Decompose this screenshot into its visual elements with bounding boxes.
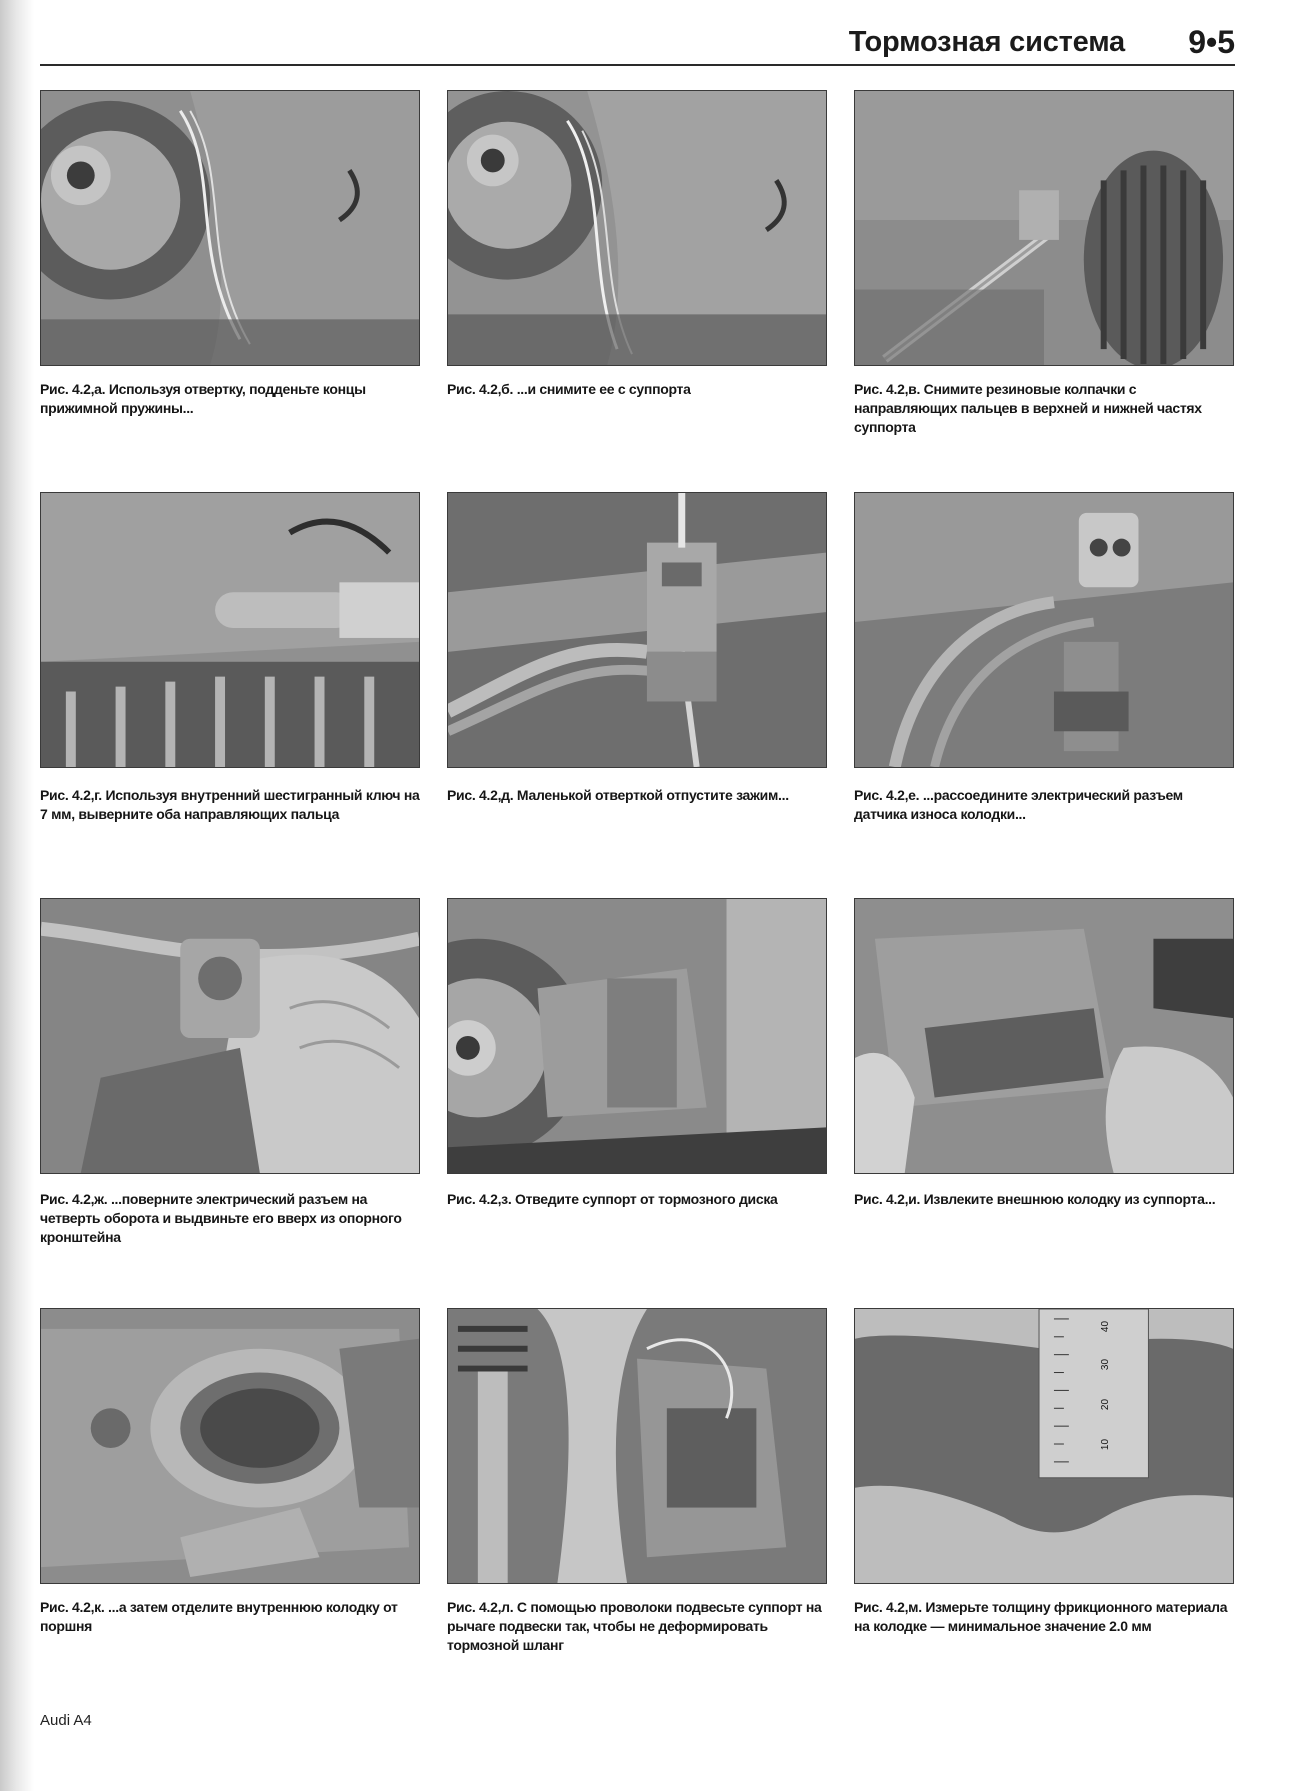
- photo-b: [447, 90, 827, 366]
- caption-e: Рис. 4.2,д. Маленькой отверткой отпустите зажим...: [447, 787, 789, 803]
- ruler-labels: [1100, 1317, 1140, 1477]
- photo-d: [40, 492, 420, 768]
- caption-d: Рис. 4.2,г. Используя внутренний шестигранный ключ на 7 мм, выверните оба направляющих пальца: [40, 787, 420, 822]
- photo-a: [40, 90, 420, 366]
- photo-k: [40, 1308, 420, 1584]
- ruler-mark-10: 10: [1100, 1438, 1112, 1451]
- ruler-mark-30: 30: [1100, 1358, 1112, 1371]
- photo-l: [447, 1308, 827, 1584]
- header-rule: [40, 64, 1235, 66]
- photo-e: [447, 492, 827, 768]
- photo-i: [854, 898, 1234, 1174]
- caption-f: Рис. 4.2,е. ...рассоедините электрический разъем датчика износа колодки...: [854, 787, 1183, 822]
- page-footer: Audi A4: [40, 1712, 92, 1729]
- photo-c: [854, 90, 1234, 366]
- ruler-scale: [855, 1309, 1233, 1583]
- caption-l: Рис. 4.2,л. С помощью проволоки подвесьте суппорт на рычаге подвески так, чтобы не деформировать тормозной шланг: [447, 1599, 822, 1653]
- page-header: [40, 24, 1235, 64]
- caption-h: Рис. 4.2,з. Отведите суппорт от тормозного диска: [447, 1191, 778, 1207]
- caption-c: Рис. 4.2,в. Снимите резиновые колпачки с направляющих пальцев в верхней и нижней частях суппорта: [854, 381, 1202, 435]
- caption-i: Рис. 4.2,и. Извлеките внешнюю колодку из суппорта...: [854, 1191, 1216, 1207]
- caption-m: Рис. 4.2,м. Измерьте толщину фрикционного материала на колодке — минимальное значение 2.0 мм: [854, 1599, 1228, 1634]
- page-number: 9•5: [1188, 24, 1235, 60]
- ruler-mark-20: 20: [1100, 1398, 1112, 1411]
- caption-k: Рис. 4.2,к. ...а затем отделите внутреннюю колодку от поршня: [40, 1599, 398, 1634]
- section-title: Тормозная система: [848, 26, 1125, 58]
- photo-g: [40, 898, 420, 1174]
- photo-f: [854, 492, 1234, 768]
- photo-m: [854, 1308, 1234, 1584]
- page-edge-shadow: [0, 0, 34, 1791]
- caption-g: Рис. 4.2,ж. ...поверните электрический разъем на четверть оборота и выдвиньте его вверх из опорного кронштейна: [40, 1191, 402, 1245]
- ruler-mark-40: 40: [1100, 1320, 1112, 1333]
- caption-a: Рис. 4.2,а. Используя отвертку, подденьте концы прижимной пружины...: [40, 381, 366, 416]
- photo-h: [447, 898, 827, 1174]
- caption-b: Рис. 4.2,б. ...и снимите ее с суппорта: [447, 381, 691, 397]
